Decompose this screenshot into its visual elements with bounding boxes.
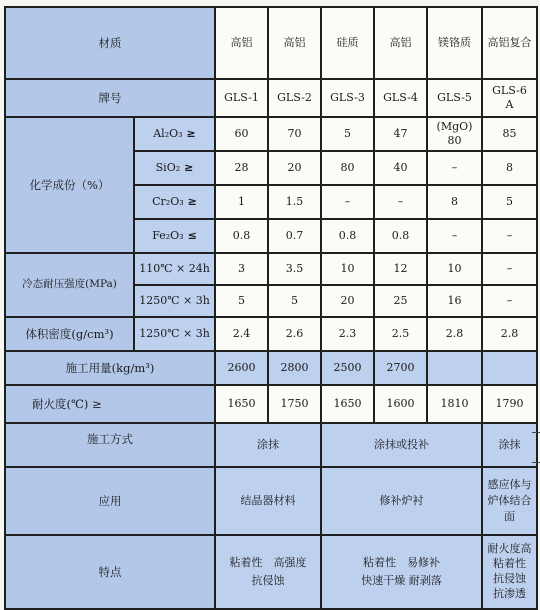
density-value: 2.8 <box>427 317 482 351</box>
chem-value: 20 <box>268 151 321 185</box>
features-row <box>5 535 537 609</box>
usage-value <box>482 351 537 385</box>
chem-value: 5 <box>321 117 374 151</box>
refractoriness-value: 1790 <box>482 385 537 423</box>
chem-value: 8 <box>427 185 482 219</box>
chem-component: Al₂O₃ ≥ <box>134 117 215 151</box>
grade-row <box>5 79 537 117</box>
features-value: 耐火度高 粘着性 抗侵蚀 抗渗透 <box>482 535 537 609</box>
chem-value: 5 <box>482 185 537 219</box>
application-row <box>5 467 537 535</box>
strength-value: 25 <box>374 285 427 317</box>
chem-row <box>5 117 537 151</box>
edge-tick-mark <box>532 462 540 463</box>
chem-value: 28 <box>215 151 268 185</box>
refractoriness-row <box>5 385 537 423</box>
features-header: 特点 <box>5 535 215 609</box>
strength-value: 5 <box>268 285 321 317</box>
refractoriness-value: 1600 <box>374 385 427 423</box>
chem-value: 40 <box>374 151 427 185</box>
strength-header: 冷态耐压强度(MPa) <box>5 253 134 317</box>
method-row <box>5 423 537 467</box>
chem-component: Fe₂O₃ ≤ <box>134 219 215 253</box>
features-value: 粘着性 高强度 抗侵蚀 <box>215 535 321 609</box>
application-header: 应用 <box>5 467 215 535</box>
chem-value: 47 <box>374 117 427 151</box>
chem-value: 0.8 <box>215 219 268 253</box>
grade-cell: GLS-4 <box>374 79 427 117</box>
chem-component: Cr₂O₃ ≥ <box>134 185 215 219</box>
refractoriness-value: 1750 <box>268 385 321 423</box>
strength-value: 5 <box>215 285 268 317</box>
strength-value: 10 <box>321 253 374 285</box>
grade-header: 牌号 <box>5 79 215 117</box>
gte-sign: ≥ <box>184 161 194 175</box>
edge-tick-mark <box>532 432 540 433</box>
method-value: 涂抹 <box>482 423 537 467</box>
strength-value: 16 <box>427 285 482 317</box>
material-cell: 高铝 <box>268 7 321 79</box>
refractoriness-value: 1650 <box>321 385 374 423</box>
usage-row <box>5 351 537 385</box>
grade-cell: GLS-3 <box>321 79 374 117</box>
strength-condition: 1250℃ × 3h <box>134 285 215 317</box>
strength-value: – <box>482 285 537 317</box>
chem-value: 70 <box>268 117 321 151</box>
usage-value: 2700 <box>374 351 427 385</box>
material-cell: 镁铬质 <box>427 7 482 79</box>
density-value: 2.5 <box>374 317 427 351</box>
chem-value: – <box>427 219 482 253</box>
material-cell: 高铝 <box>215 7 268 79</box>
chem-value: – <box>482 219 537 253</box>
strength-value: 3.5 <box>268 253 321 285</box>
application-value: 感应体与 炉体结合面 <box>482 467 537 535</box>
density-value: 2.8 <box>482 317 537 351</box>
chem-value: 0.8 <box>374 219 427 253</box>
chem-component: SiO₂ ≥ <box>134 151 215 185</box>
refractoriness-value: 1650 <box>215 385 268 423</box>
chem-value: (MgO) 80 <box>427 117 482 151</box>
chem-value: 0.7 <box>268 219 321 253</box>
gte-sign: ≥ <box>187 195 197 209</box>
strength-condition: 110℃ × 24h <box>134 253 215 285</box>
density-row <box>5 317 537 351</box>
chem-value: – <box>374 185 427 219</box>
chem-value: 0.8 <box>321 219 374 253</box>
usage-value: 2600 <box>215 351 268 385</box>
chem-value: 1 <box>215 185 268 219</box>
material-header: 材质 <box>5 7 215 79</box>
strength-value: 12 <box>374 253 427 285</box>
refractoriness-header: 耐火度(℃) ≥ <box>5 385 215 423</box>
refractory-spec-table <box>4 6 538 610</box>
grade-cell: GLS-1 <box>215 79 268 117</box>
strength-row <box>5 253 537 285</box>
chem-value: 8 <box>482 151 537 185</box>
density-value: 2.4 <box>215 317 268 351</box>
method-value: 涂抹 <box>215 423 321 467</box>
application-value: 结晶器材料 <box>215 467 321 535</box>
strength-value: 20 <box>321 285 374 317</box>
grade-cell: GLS-2 <box>268 79 321 117</box>
material-cell: 硅质 <box>321 7 374 79</box>
refractoriness-value: 1810 <box>427 385 482 423</box>
density-value: 2.3 <box>321 317 374 351</box>
chem-value: 85 <box>482 117 537 151</box>
strength-value: – <box>482 253 537 285</box>
chem-value: – <box>321 185 374 219</box>
chem-header: 化学成份（%） <box>5 117 134 253</box>
usage-value: 2500 <box>321 351 374 385</box>
gte-sign: ≥ <box>186 127 196 141</box>
grade-cell: GLS-5 <box>427 79 482 117</box>
application-value: 修补炉衬 <box>321 467 482 535</box>
chem-value: 1.5 <box>268 185 321 219</box>
lte-sign: ≤ <box>187 229 197 243</box>
material-row <box>5 7 537 79</box>
grade-cell: GLS-6 A <box>482 79 537 117</box>
strength-value: 3 <box>215 253 268 285</box>
product-spec-sheet <box>4 6 536 600</box>
usage-value <box>427 351 482 385</box>
usage-header: 施工用量(kg/m³) <box>5 351 215 385</box>
method-header: 施工方式 <box>5 423 215 467</box>
chem-value: – <box>427 151 482 185</box>
material-cell: 高铝 <box>374 7 427 79</box>
material-cell: 高铝复合 <box>482 7 537 79</box>
density-value: 2.6 <box>268 317 321 351</box>
features-value: 粘着性 易修补 快速干燥 耐剥落 <box>321 535 482 609</box>
method-value: 涂抹或投补 <box>321 423 482 467</box>
chem-value: 60 <box>215 117 268 151</box>
density-condition: 1250℃ × 3h <box>134 317 215 351</box>
density-header: 体积密度(g/cm³) <box>5 317 134 351</box>
chem-value: 80 <box>321 151 374 185</box>
strength-value: 10 <box>427 253 482 285</box>
usage-value: 2800 <box>268 351 321 385</box>
